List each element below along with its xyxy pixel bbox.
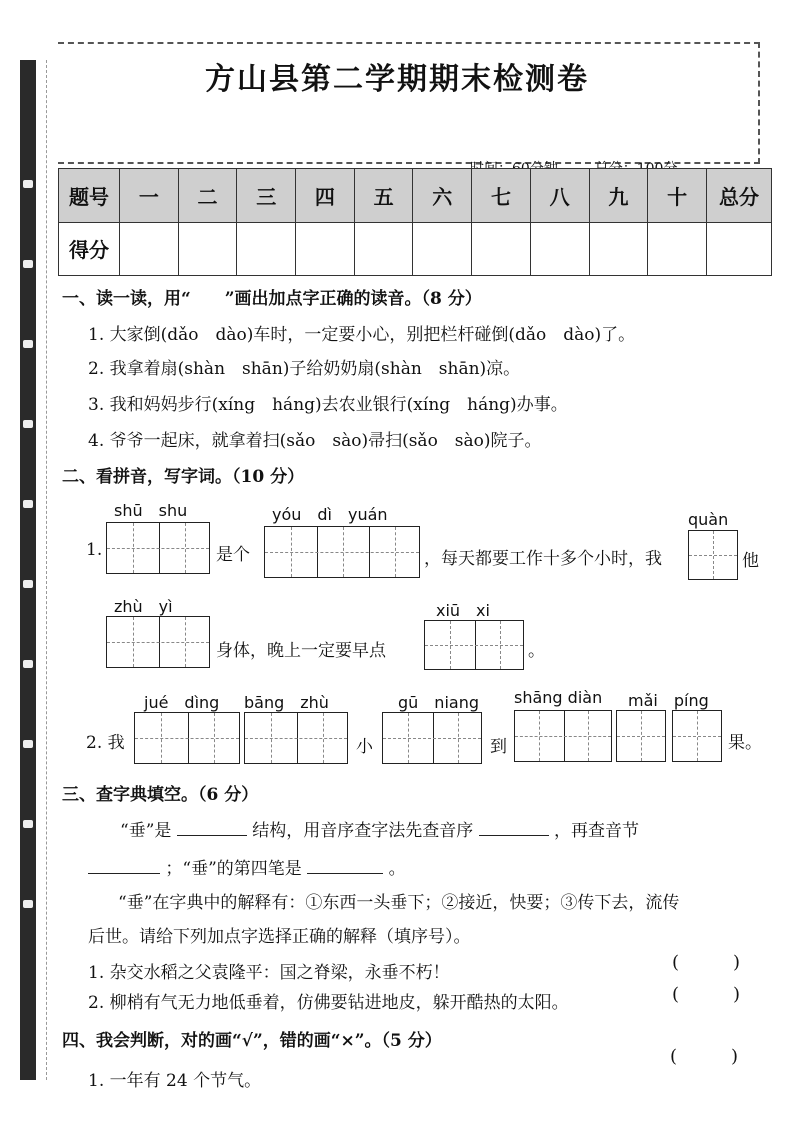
answer-grid[interactable] <box>616 710 666 762</box>
answer-grid[interactable] <box>688 530 738 580</box>
score-cell[interactable] <box>237 222 296 276</box>
row-label: 得分 <box>59 222 120 276</box>
answer-grid[interactable] <box>672 710 722 762</box>
score-cell[interactable] <box>178 222 237 276</box>
s2-period-1: 。 <box>528 641 545 661</box>
s2-text-meitian: ，每天都要工作十多个小时，我 <box>424 549 662 569</box>
pinyin-bangzhu: bāng zhù <box>244 693 329 712</box>
s4-item-1: 1. 一年有 24 个节气。 <box>88 1071 262 1091</box>
pinyin-jueding: jué dìng <box>144 693 220 712</box>
answer-paren[interactable]: ( ) <box>672 984 741 1005</box>
header-cell: 七 <box>472 169 531 223</box>
s3-line2-b: 。 <box>388 859 406 879</box>
section-4-title: 四、我会判断，对的画“√”，错的画“×”。（5 分） <box>62 1031 442 1051</box>
header-cell: 八 <box>530 169 589 223</box>
header-cell: 五 <box>354 169 413 223</box>
answer-grid[interactable] <box>106 522 210 574</box>
section-3-title: 三、查字典填空。（6 分） <box>62 785 259 805</box>
blank-structure[interactable] <box>177 835 247 836</box>
answer-grid[interactable] <box>106 616 210 668</box>
score-table <box>58 168 772 276</box>
page-title: 方山县第二学期期末检测卷 <box>205 62 589 97</box>
answer-grid[interactable] <box>264 526 420 578</box>
s3-line1-b: 结构，用音序查字法先查音序 <box>252 821 474 841</box>
section-2-title: 二、看拼音，写字词。（10 分） <box>62 467 305 487</box>
pinyin-guniang: gū niang <box>398 693 479 712</box>
s3-line1-c: ，再查音节 <box>554 821 640 841</box>
binding-strip <box>20 60 36 1080</box>
score-cell[interactable] <box>120 222 179 276</box>
s2-text-shenti: 身体，晚上一定要早点 <box>216 641 386 661</box>
header-cell: 九 <box>589 169 648 223</box>
score-cell[interactable] <box>413 222 472 276</box>
s2-text-dao: 到 <box>490 737 507 757</box>
s2-text-xiao: 小 <box>356 737 373 757</box>
s1-item-3: 3. 我和妈妈步行(xíng háng)去农业银行(xíng háng)办事。 <box>88 395 568 415</box>
pinyin-youdiyuan: yóu dì yuán <box>272 505 388 524</box>
s2-num-1: 1. <box>86 540 103 560</box>
s3-item-1: 1. 杂交水稻之父袁隆平：国之脊梁，永垂不朽！ <box>88 963 450 983</box>
pinyin-maiping: mǎi píng <box>628 691 709 710</box>
pinyin-zhuyi: zhù yì <box>114 597 173 616</box>
answer-paren[interactable]: ( ) <box>672 952 741 973</box>
score-cell[interactable] <box>589 222 648 276</box>
answer-grid[interactable] <box>424 620 524 670</box>
s2-text-shige: 是个 <box>216 545 250 565</box>
blank-yinxu[interactable] <box>479 835 549 836</box>
score-header-row <box>59 169 772 223</box>
s3-line2 <box>88 854 406 879</box>
score-cell[interactable] <box>530 222 589 276</box>
s3-item-2: 2. 柳梢有气无力地低垂着，仿佛要钻进地皮，躲开酷热的太阳。 <box>88 993 569 1013</box>
s3-desc-1: “垂”在字典中的解释有：①东西一头垂下；②接近，快要；③传下去，流传 <box>118 893 680 913</box>
header-cell: 题号 <box>59 169 120 223</box>
blank-yinjie[interactable] <box>88 873 160 874</box>
answer-grid[interactable] <box>244 712 348 764</box>
s1-item-4: 4. 爷爷一起床，就拿着扫(sǎo sào)帚扫(sǎo sào)院子。 <box>88 431 542 451</box>
header-cell: 一 <box>120 169 179 223</box>
header-cell: 十 <box>648 169 707 223</box>
section-1-title: 一、读一读，用“ ”画出加点字正确的读音。（8 分） <box>62 289 482 309</box>
answer-paren[interactable]: ( ) <box>670 1046 739 1067</box>
header-cell: 二 <box>178 169 237 223</box>
blank-stroke[interactable] <box>307 873 383 874</box>
header-cell: 三 <box>237 169 296 223</box>
s3-desc-2: 后世。请给下列加点字选择正确的解释（填序号）。 <box>88 927 471 947</box>
answer-grid[interactable] <box>514 710 612 762</box>
score-cell[interactable] <box>707 222 772 276</box>
cut-line <box>46 60 47 1080</box>
s1-item-2: 2. 我拿着扇(shàn shān)子给奶奶扇(shàn shān)凉。 <box>88 359 521 379</box>
score-cell[interactable] <box>354 222 413 276</box>
s2-text-guo: 果。 <box>728 733 762 753</box>
s3-line2-a: ；“垂”的第四笔是 <box>165 859 302 879</box>
pinyin-xiuxi: xiū xi <box>436 601 490 620</box>
pinyin-shangdian: shāng diàn <box>514 688 603 707</box>
header-cell: 六 <box>413 169 472 223</box>
score-cell[interactable] <box>296 222 355 276</box>
header-cell: 总分 <box>707 169 772 223</box>
answer-grid[interactable] <box>134 712 240 764</box>
s3-line1 <box>120 816 639 841</box>
score-cell[interactable] <box>648 222 707 276</box>
score-input-row <box>59 222 772 276</box>
score-cell[interactable] <box>472 222 531 276</box>
s3-line1-a: “垂”是 <box>120 821 172 841</box>
pinyin-quan: quàn <box>688 510 729 529</box>
s2-num-2: 2. 我 <box>86 733 125 753</box>
answer-grid[interactable] <box>382 712 482 764</box>
pinyin-shushu: shū shu <box>114 501 188 520</box>
s2-text-ta: 他 <box>742 551 759 571</box>
header-cell: 四 <box>296 169 355 223</box>
s1-item-1: 1. 大家倒(dǎo dào)车时，一定要小心，别把栏杆碰倒(dǎo dào)了。 <box>88 325 636 345</box>
